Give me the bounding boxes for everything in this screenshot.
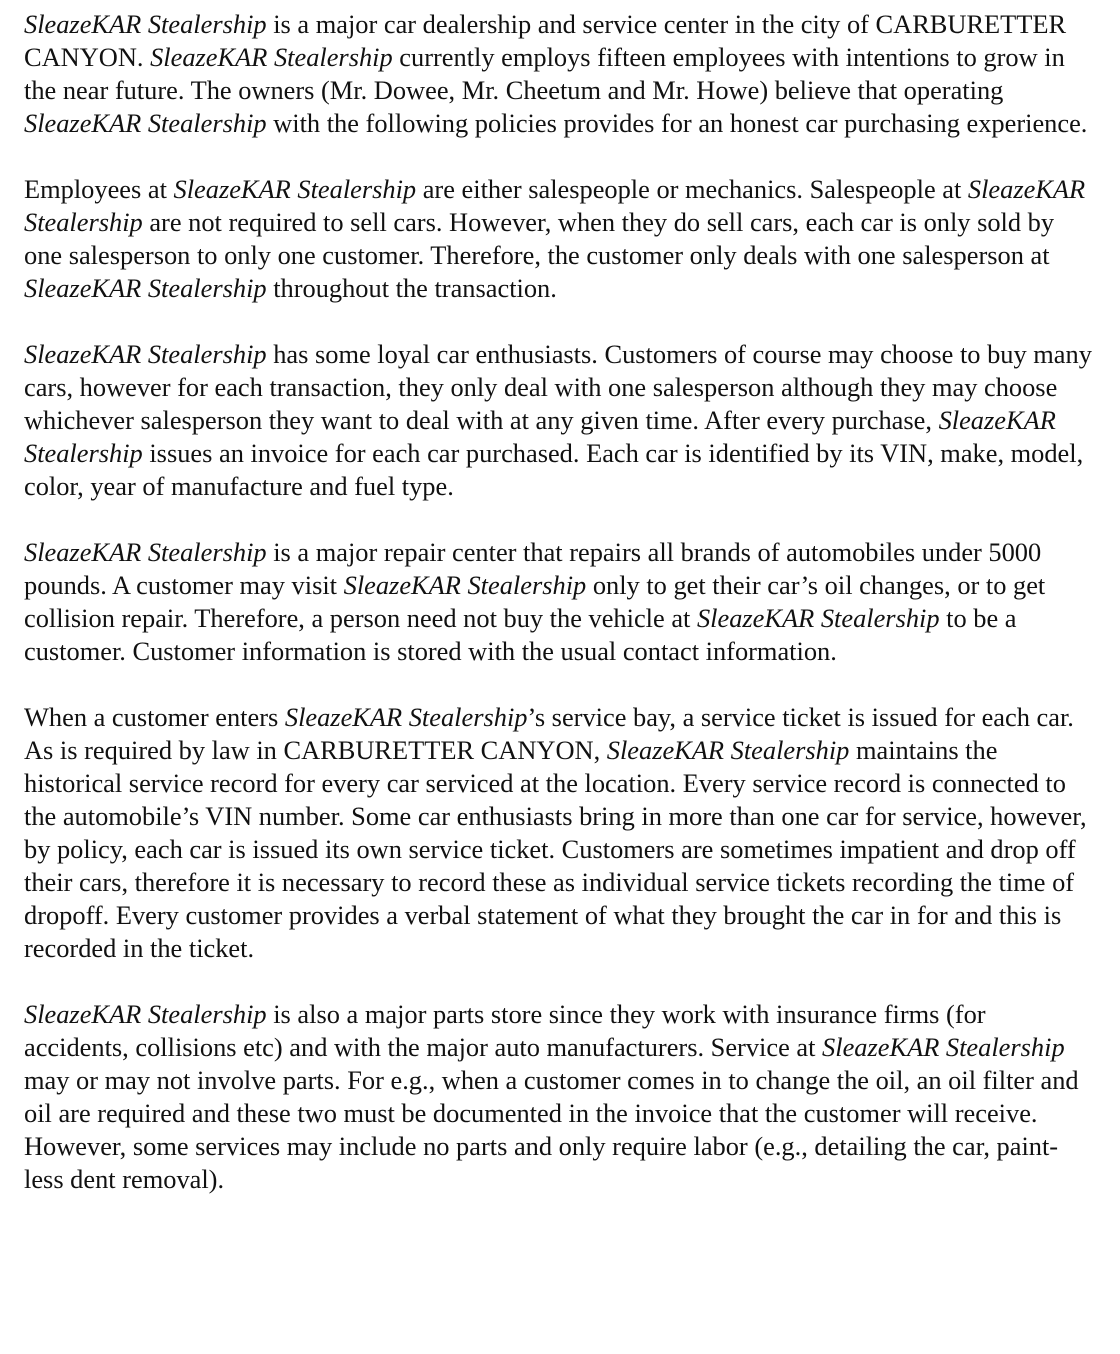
paragraph-text: is a major repair center that repairs all brands of automobiles under 5000 pounds. A customer may visit [24,537,1042,600]
paragraph-text: throughout the transaction. [266,273,557,303]
paragraph-text: is a major car dealership and service center in the city of CARBURETTER CANYON. [24,9,1067,72]
company-name-italic: SleazeKAR Stealership [24,537,267,567]
company-name-italic: SleazeKAR Stealership [24,273,267,303]
company-name-italic: SleazeKAR Stealership [173,174,417,204]
company-name-italic: SleazeKAR Stealership [24,108,267,138]
paragraph-text: currently employs fifteen employees with intentions to grow in the near future. The owners (Mr. Dowee, Mr. Cheetum and Mr. Howe) believe that operating [24,42,1065,105]
company-name-italic: SleazeKAR Stealership [150,42,393,72]
company-name-italic: SleazeKAR Stealership [696,603,940,633]
paragraph-text: Employees at [24,174,174,204]
paragraph-text: are not required to sell cars. However, when they do sell cars, each car is only sold by one salesperson to only one customer. Therefore, the customer only deals with one salesperson at [24,207,1055,270]
paragraph-text: maintains the historical service record for every car serviced at the location. Every service record is connected to the automobile’s VIN number. Some car enthusiasts bring in more than one car for service, however, by policy, each car is issued its own service ticket. Customers are sometimes impatient and drop off their cars, therefore it is necessary to record these as individual service tickets recording the time of dropoff. Every customer provides a verbal statement of what they brought the car in for and this is recorded in the ticket. [24,735,1087,963]
paragraph-parts-store [24,998,1094,1196]
company-name-italic: SleazeKAR Stealership [24,174,1086,237]
paragraph-text: When a customer enters [24,702,285,732]
document-body [24,8,1094,1196]
paragraph-text: issues an invoice for each car purchased. Each car is identified by its VIN, make, model, color, year of manufacture and fuel type. [24,438,1084,501]
paragraph-text: may or may not involve parts. For e.g., when a customer comes in to change the oil, an oil filter and oil are required and these two must be documented in the invoice that the customer will receive. However, some services may include no parts and only require labor (e.g., detailing the car, paint-less dent removal). [24,1065,1079,1194]
company-name-italic: SleazeKAR Stealership [822,1032,1065,1062]
paragraph-company-intro [24,8,1094,140]
paragraph-text: are either salespeople or mechanics. Salespeople at [416,174,968,204]
paragraph-text: is also a major parts store since they work with insurance firms (for accidents, collisions etc) and with the major auto manufacturers. Service at [24,999,986,1062]
company-name-italic: SleazeKAR Stealership [24,999,267,1029]
company-name-italic: SleazeKAR Stealership [24,339,267,369]
paragraph-repair-center [24,536,1094,668]
paragraph-customers-purchases [24,338,1094,503]
paragraph-text: with the following policies provides for an honest car purchasing experience. [266,108,1088,138]
company-name-italic: SleazeKAR Stealership [284,702,528,732]
paragraph-text: to be a customer. Customer information is stored with the usual contact information. [24,603,1017,666]
company-name-italic: SleazeKAR Stealership [606,735,850,765]
paragraph-text: only to get their car’s oil changes, or to get collision repair. Therefore, a person need not buy the vehicle at [24,570,1046,633]
company-name-italic: SleazeKAR Stealership [24,405,1056,468]
company-name-italic: SleazeKAR Stealership [343,570,587,600]
company-name-italic: SleazeKAR Stealership [24,9,267,39]
paragraph-employees [24,173,1094,305]
paragraph-service-tickets [24,701,1094,965]
paragraph-text: ’s service bay, a service ticket is issued for each car. As is required by law in CARBURETTER CANYON, [24,702,1074,765]
paragraph-text: has some loyal car enthusiasts. Customers of course may choose to buy many cars, however for each transaction, they only deal with one salesperson although they may choose whichever salesperson they want to deal with at any given time. After every purchase, [24,339,1092,435]
